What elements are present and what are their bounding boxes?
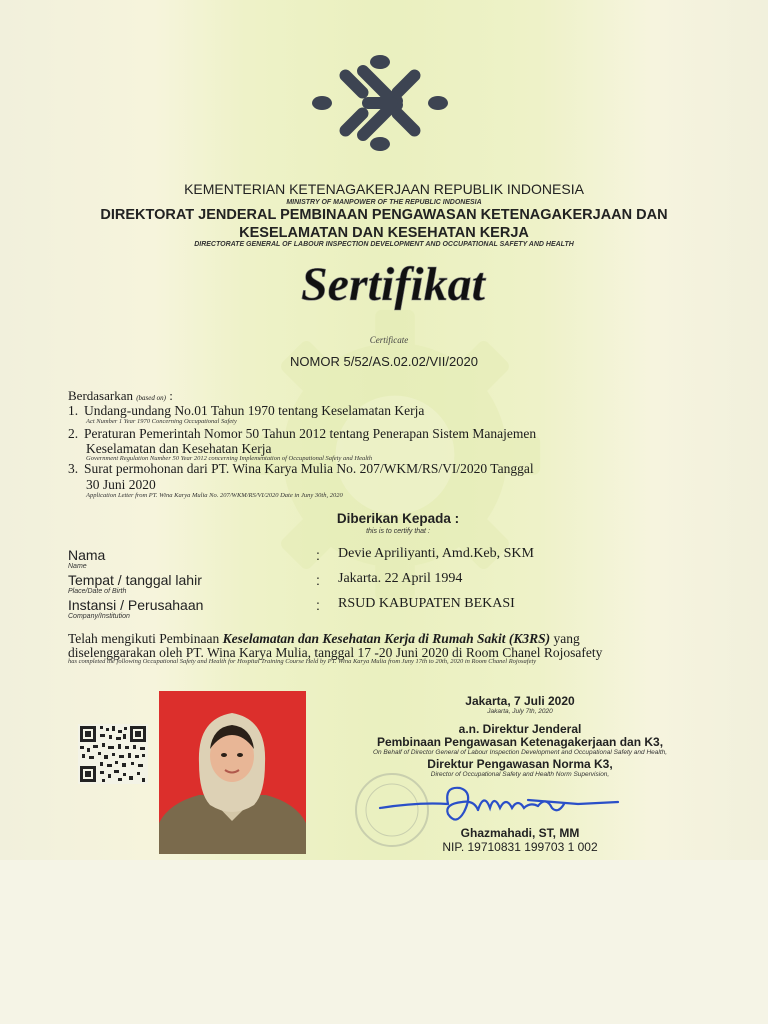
field-value-birth: Jakarta. 22 April 1994 <box>338 571 463 586</box>
signer-name: Ghazmahadi, ST, MM <box>460 826 580 840</box>
basis-item-translation: Government Regulation Number 50 Year 2012 concerning Implementation of Occupational Safety and Health <box>86 455 373 462</box>
basis-item-1 <box>68 403 424 419</box>
statement-line2: diselenggarakan oleh PT. Wina Karya Mulia, tanggal 17 -20 Juni 2020 di Room Chanel Rojosafety <box>68 645 603 660</box>
field-label-name-en: Name <box>68 563 87 570</box>
basis-heading <box>68 388 173 404</box>
statement-prefix: Telah mengikuti Pembinaan <box>68 631 223 646</box>
signing-place-date-en: Jakarta, July 7th, 2020 <box>487 708 553 715</box>
signing-dg-title: Pembinaan Pengawasan Ketenagakerjaan dan K3, <box>376 735 664 749</box>
statement-suffix: yang <box>550 631 580 646</box>
field-value-name: Devie Apriliyanti, Amd.Keb, SKM <box>338 546 534 561</box>
statement-translation: has completed the following Occupational Safety and Health for Hospital Training Course Held by PT. Wina Karya Mulia from Juny 17th to 20th, 2020 in Room Chanel Rojosafety <box>68 658 537 665</box>
basis-item-num: 2. <box>68 426 79 441</box>
basis-item-translation: Application Letter from PT. Wina Karya Mulia No. 207/WKM/RS/VI/2020 Date in Juny 30th, 2020 <box>86 492 343 499</box>
basis-item-2 <box>68 426 536 442</box>
basis-item-num: 3. <box>68 461 79 476</box>
field-label-institution: Instansi / Perusahaan <box>68 597 204 613</box>
field-label-institution-en: Company/Institution <box>68 613 130 620</box>
basis-item-text: Surat permohonan dari PT. Wina Karya Mulia No. 207/WKM/RS/VI/2020 Tanggal <box>84 461 534 476</box>
ministry-logo <box>310 52 450 154</box>
certificate-title-text: Sertifikat <box>300 258 486 311</box>
basis-heading-colon: : <box>169 388 173 403</box>
basis-item-text-cont: 30 Juni 2020 <box>86 477 156 492</box>
basis-item-text: Peraturan Pemerintah Nomor 50 Tahun 2012 tentang Penerapan Sistem Manajemen <box>84 426 537 441</box>
basis-heading-text: Berdasarkan <box>68 388 133 403</box>
signing-on-behalf-en: On Behalf of Director General of Labour Inspection Development and Occupational Safety and Health, <box>372 749 668 756</box>
ministry-name: KEMENTERIAN KETENAGAKERJAAN REPUBLIK INDONESIA <box>184 181 584 197</box>
signer-nip: NIP. 19710831 199703 1 002 <box>442 840 598 854</box>
qr-code <box>78 724 148 784</box>
signing-director-title: Direktur Pengawasan Norma K3, <box>427 757 613 771</box>
given-to-heading <box>14 511 768 526</box>
basis-item-num: 1. <box>68 403 79 418</box>
directorate-en: DIRECTORATE GENERAL OF LABOUR INSPECTION DEVELOPMENT AND OCCUPATIONAL SAFETY AND HEALTH <box>194 241 574 248</box>
signing-place-date: Jakarta, 7 Juli 2020 <box>465 694 575 708</box>
statement-emphasis: Keselamatan dan Kesehatan Kerja di Rumah Sakit (K3RS) <box>222 631 551 646</box>
basis-item-3 <box>68 461 534 477</box>
certificate-title <box>258 252 528 318</box>
field-colon: : <box>316 572 320 588</box>
basis-item-text: Undang-undang No.01 Tahun 1970 tentang Keselamatan Kerja <box>84 403 425 418</box>
field-label-name: Nama <box>68 547 106 563</box>
certificate-number: NOMOR 5/52/AS.02.02/VII/2020 <box>290 354 478 369</box>
field-value-institution: RSUD KABUPATEN BEKASI <box>338 596 515 611</box>
directorate-line2: KESELAMATAN DAN KESEHATAN KERJA <box>239 225 529 241</box>
recipient-photo <box>159 691 306 854</box>
given-to-colon: : <box>454 511 460 526</box>
given-to-text: Diberikan Kepada <box>336 511 451 526</box>
given-to-en: this is to certify that : <box>366 528 430 535</box>
field-colon: : <box>316 597 320 613</box>
field-colon: : <box>316 547 320 563</box>
basis-item-translation: Act Number 1 Year 1970 Concerning Occupational Safety <box>86 418 237 425</box>
signing-director-title-en: Director of Occupational Safety and Health Norm Supervision, <box>430 771 610 778</box>
field-label-birth: Tempat / tanggal lahir <box>68 572 202 588</box>
field-label-birth-en: Place/Date of Birth <box>68 588 127 595</box>
page-bottom-margin <box>0 860 768 1024</box>
certificate-title-en: Certificate <box>369 335 409 345</box>
basis-item-text-cont: Keselamatan dan Kesehatan Kerja <box>86 441 272 456</box>
basis-heading-en: (based on) <box>136 394 166 402</box>
signing-on-behalf: a.n. Direktur Jenderal <box>458 722 582 736</box>
ministry-name-en: MINISTRY OF MANPOWER OF THE REPUBLIC INDONESIA <box>286 199 482 206</box>
directorate-line1: DIREKTORAT JENDERAL PEMBINAAN PENGAWASAN KETENAGAKERJAAN DAN <box>100 207 668 223</box>
